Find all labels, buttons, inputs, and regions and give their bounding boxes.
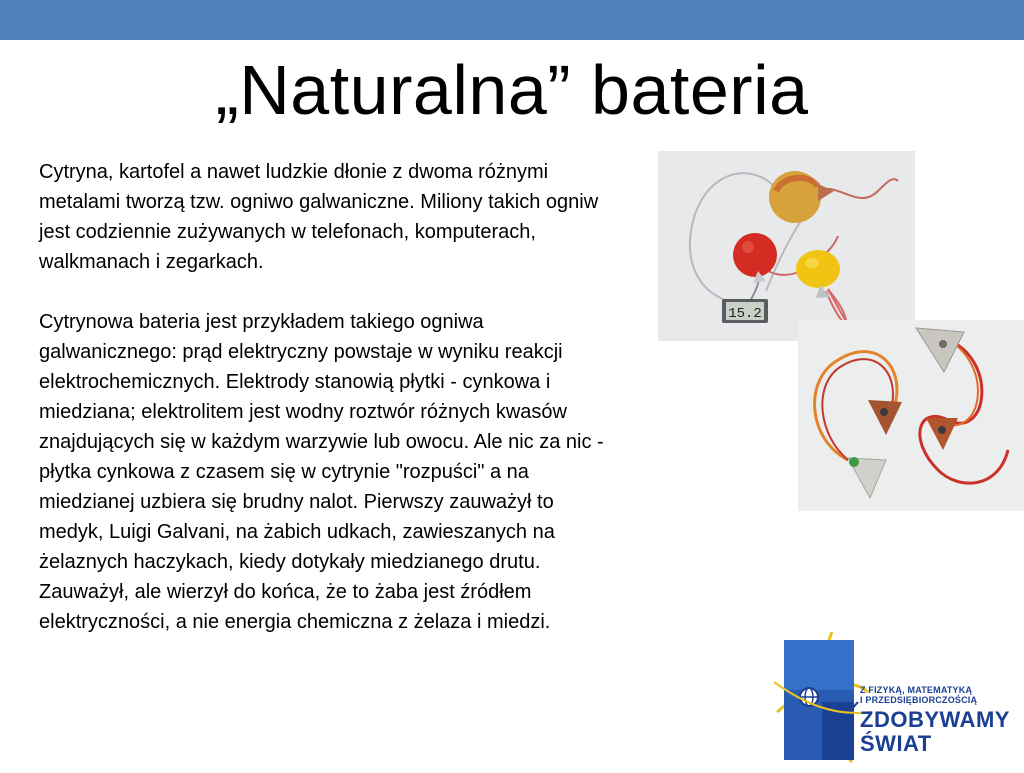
paragraph-lemon-battery: Cytrynowa bateria jest przykładem takiego ogniwa galwanicznego: prąd elektryczny powstaje w wyniku reakcji elektrochemicznych. Elektrody stanowią płytki - cynkowa i miedziana; elektrolitem jest wodny roztwór różnych kwasów znajdujących się w każdym warzywie lub owocu. Ale nic za nic - płytka cynkowa z czasem się w cytrynie "rozpuści" a na miedzianej uzbiera się brudny nalot. Pierwszy zauważył to medyk, Luigi Galvani, na żabich udkach, zawieszanych na żelaznych haczykach, kiedy dotykały miedzianego drutu. Zauważył, ale wierzył do końca, że to żaba jest źródłem elektryczności, a nie energia chemiczna z żelaza i miedzi.: [39, 311, 604, 633]
top-bar: [0, 0, 1024, 40]
electrodes-photo: [798, 320, 1024, 511]
logo-line-1: Z FIZYKĄ, MATEMATYKĄ: [860, 685, 973, 695]
logo-text: [860, 685, 1024, 756]
slide-title: „Naturalna” bateria: [215, 51, 809, 129]
logo-line-2: I PRZEDSIĘBIORCZOŚCIĄ: [860, 695, 978, 705]
body-text: [39, 157, 604, 637]
paragraph-intro: Cytryna, kartofel a nawet ludzkie dłonie z dwoma różnymi metalami tworzą tzw. ogniwo galwaniczne. Miliony takich ogniw jest codziennie zużywanych w telefonach, komputerach, walkmanach i zegarkach.: [39, 161, 599, 273]
logo-line-3: ZDOBYWAMY: [860, 707, 1010, 732]
meter-readout: 15.2: [728, 306, 762, 322]
fruit-battery-photo: [658, 151, 915, 341]
logo-line-4: ŚWIAT: [860, 731, 932, 756]
